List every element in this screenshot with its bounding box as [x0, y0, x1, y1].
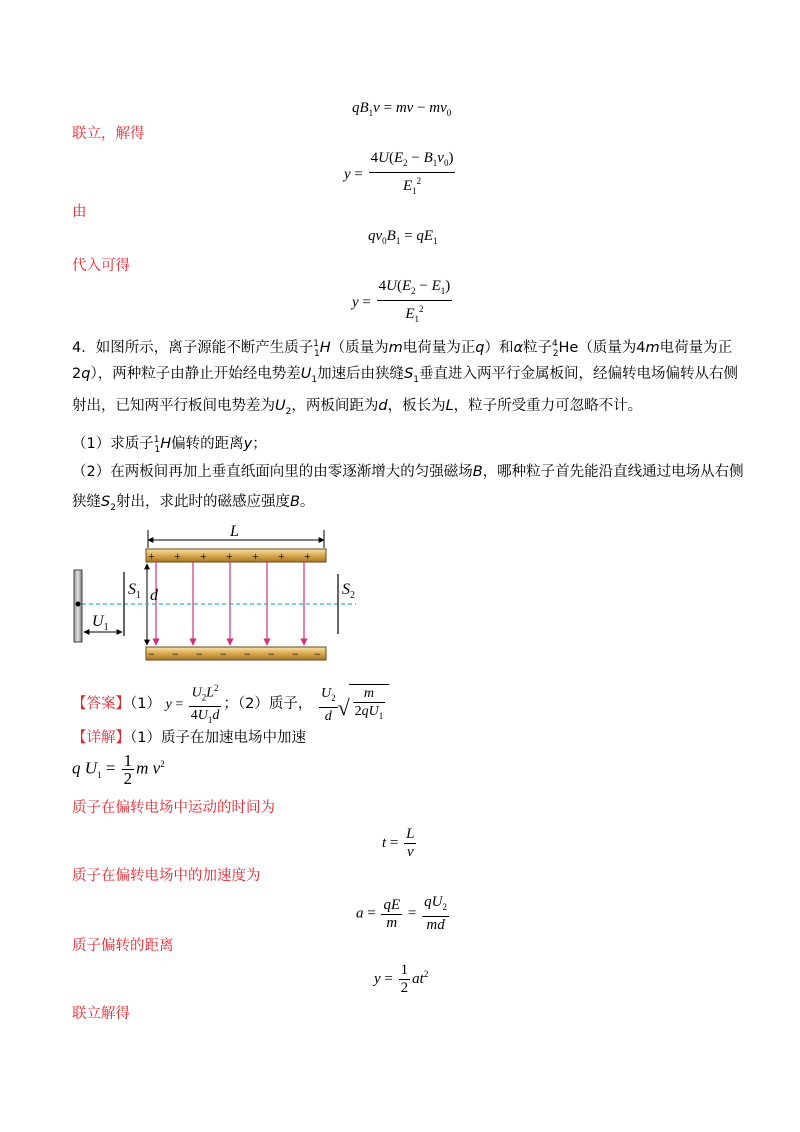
svg-text:+: +	[226, 549, 233, 563]
text-time: 质子在偏转电场中运动的时间为	[72, 800, 275, 816]
svg-text:−: −	[196, 647, 203, 661]
equation-momentum: $qB_1v$ = mv − $mv_0$	[352, 100, 452, 118]
detail-label: 【详解】	[72, 730, 130, 746]
question-part-2-line-2: 狭缝$S_2$射出，求此时的磁感应强度B。	[72, 494, 315, 513]
equation-balance: $qv_0B_1 = qE_1$	[368, 228, 438, 246]
text-combine-solve: 联立，解得	[72, 126, 145, 142]
svg-text:+: +	[148, 549, 155, 563]
svg-text:−: −	[148, 647, 155, 661]
svg-text:−: −	[220, 647, 227, 661]
question-line-3: 射出，已知两平行板间电势差为$U_2$，两板间距为d，板长为L，粒子所受重力可忽略不计。	[72, 398, 643, 417]
svg-text:+: +	[278, 549, 285, 563]
label-d: d	[150, 587, 158, 604]
equation-y-1: y = $\frac{4U(E_2 - B_1v_0)}{E_1^2}$	[344, 150, 454, 196]
svg-text:+: +	[304, 549, 311, 563]
question-line-2: 2q），两种粒子由静止开始经电势差$U_1$加速后由狭缝$S_1$垂直进入两平行金属板间，经偏转电场偏转从右侧	[72, 366, 739, 385]
equation-y-2: y = $\frac{4U(E_2 - E_1)}{E_1^2}$	[352, 278, 451, 324]
equation-acceleration: a = $\frac{qE}{m}$ = $\frac{qU_2}{md}$	[356, 894, 447, 933]
equation-time: t = $\frac{L}{v}$	[382, 826, 415, 860]
equation-energy: q $U_1$ = $\frac{1}{2}$ m $v^2$	[72, 751, 165, 788]
label-S2: $S_2$	[342, 581, 355, 601]
equation-deflection: y = $\frac{1}{2}$ $at^2$	[374, 962, 429, 996]
text-by: 由	[72, 204, 87, 220]
question-line-1: 4．如图所示，离子源能不断产生质子$^1_1$H（质量为m电荷量为正q）和α粒子$^4_2$He（质量为4m电荷量为正	[72, 339, 733, 359]
svg-text:−: −	[314, 647, 321, 661]
svg-text:−: −	[268, 647, 275, 661]
svg-text:−: −	[244, 647, 251, 661]
question-part-1: （1）求质子$^1_1$H偏转的距离y；	[72, 435, 267, 455]
svg-text:+: +	[200, 549, 207, 563]
svg-text:−: −	[172, 647, 179, 661]
text-substitute: 代入可得	[72, 258, 130, 274]
answer-line: 【答案】（1） y = $\frac{U_2L^2}{4U_1d}$ ；（2）质子， $\frac{U_2}{d}$ √ $\frac{m}{2qU_1}$	[72, 680, 389, 729]
text-combine-final: 联立解得	[72, 1006, 130, 1022]
text-acceleration: 质子在偏转电场中的加速度为	[72, 868, 261, 884]
detail-line: 【详解】（1）质子在加速电场中加速	[72, 730, 306, 746]
top-plate	[146, 549, 326, 562]
apparatus-figure	[60, 518, 380, 668]
label-L: L	[230, 523, 239, 540]
question-part-2-line-1: （2）在两板间再加上垂直纸面向里的由零逐渐增大的匀强磁场B，哪种粒子首先能沿直线通过电场从右侧	[72, 464, 744, 480]
text-deflection: 质子偏转的距离	[72, 938, 174, 954]
answer-label: 【答案】	[72, 695, 130, 712]
label-U1: $U_1$	[92, 613, 109, 633]
svg-text:+: +	[174, 549, 181, 563]
svg-text:+: +	[252, 549, 259, 563]
svg-text:−: −	[292, 647, 299, 661]
label-S1: $S_1$	[128, 581, 141, 601]
